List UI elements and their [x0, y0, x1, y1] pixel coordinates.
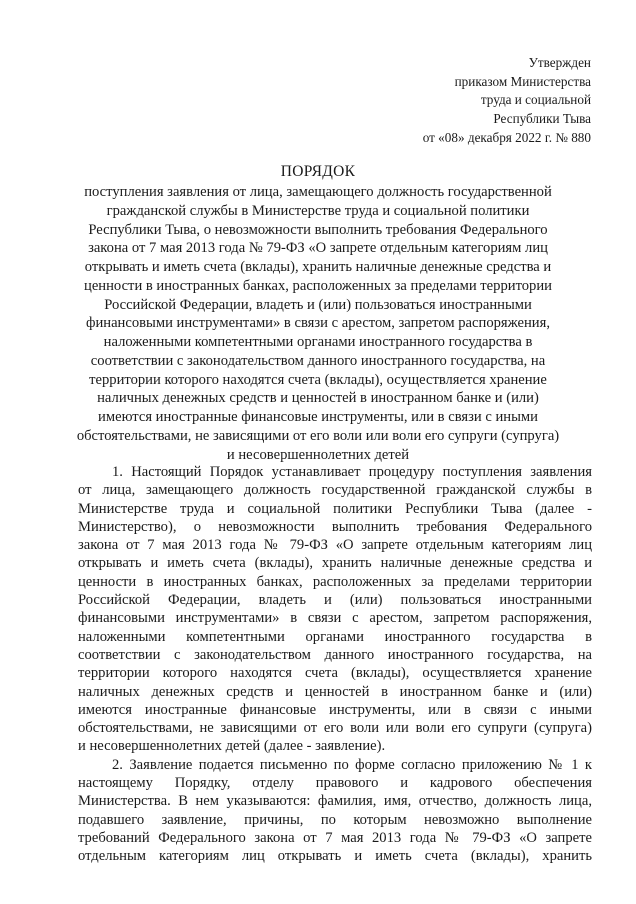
paragraph-line: имеются иностранные финансовые инструменты, или в связи с иными [78, 701, 592, 718]
page-bottom-edge [0, 896, 636, 904]
subtitle-line: территории которого находятся счета (вклады), осуществляется хранение [89, 371, 547, 388]
paragraph-line: и несовершеннолетних детей (далее - заявление). [78, 738, 386, 755]
paragraph-line: 1. Настоящий Порядок устанавливает процедуру поступления заявления [112, 464, 592, 480]
document-title: ПОРЯДОК [280, 163, 356, 180]
subtitle-line: поступления заявления от лица, замещающего должность государственной [84, 184, 552, 200]
paragraph-2 [78, 756, 592, 866]
subtitle-line: имеются иностранные финансовые инструменты, или в связи с иными [98, 409, 538, 425]
subtitle-line: ценности в иностранных банках, расположенных за пределами территории [84, 277, 552, 294]
paragraph-line: отдельным категориям лиц открывать и иметь счета (вклады), хранить [78, 848, 592, 865]
paragraph-line: Министерства. В нем указываются: фамилия, имя, отчество, должность лица, [78, 793, 592, 810]
subtitle-line: Республики Тыва, о невозможности выполнить требования Федерального [88, 221, 548, 238]
subtitle-line: и несовершеннолетних детей [226, 446, 410, 463]
subtitle-line: гражданской службы в Министерстве труда и социальной политики [106, 202, 530, 219]
subtitle-line: закона от 7 мая 2013 года № 79-ФЗ «О запрете отдельным категориям лиц [88, 240, 548, 257]
paragraph-line: настоящему Порядку, отделу правового и кадрового обеспечения [78, 775, 592, 792]
approval-line: Утвержден [528, 55, 591, 70]
paragraph-line: 2. Заявление подается письменно по форме согласно приложению № 1 к [112, 756, 592, 773]
paragraph-line: ценности в иностранных банках, расположенных за пределами территории [78, 573, 592, 590]
paragraph-line: закона от 7 мая 2013 года № 79-ФЗ «О запрете отдельным категориям лиц [78, 537, 592, 554]
paragraph-line: соответствии с законодательством данного иностранного государства, на [78, 646, 592, 663]
paragraph-line: Министерство), о невозможности выполнить требования Федерального [78, 518, 592, 535]
approval-line: Республики Тыва [493, 111, 591, 127]
paragraph-line: наличных денежных средств и ценностей в иностранном банке и (или) [78, 683, 592, 700]
paragraph-line: открывать и иметь счета (вклады), хранить наличные денежные средства и [78, 555, 592, 572]
subtitle-line: наличных денежных средств и ценностей в иностранном банке и (или) [97, 390, 539, 407]
subtitle-line: соответствии с законодательством данного иностранного государства, на [90, 352, 546, 369]
document-subtitle [40, 183, 596, 464]
paragraph-line: финансовыми инструментами» в связи с арестом, запретом распоряжения, [78, 610, 592, 627]
subtitle-line: Российской Федерации, владеть и (или) пользоваться иностранными [104, 296, 532, 313]
paragraph-line: от лица, замещающего должность государственной гражданской службы в [78, 482, 592, 499]
paragraph-1 [78, 463, 592, 756]
approval-line: от «08» декабря 2022 г. № 880 [422, 129, 591, 145]
paragraph-line: требований Федерального закона от 7 мая 2013 года № 79-ФЗ «О запрете [78, 829, 592, 846]
paragraph-line: Российской Федерации, владеть и (или) пользоваться иностранными [78, 592, 592, 609]
approval-line: приказом Министерства [454, 73, 591, 89]
paragraph-line: Министерстве труда и социальной политики Республики Тыва (далее - [78, 500, 592, 517]
subtitle-line: обстоятельствами, не зависящими от его воли или воли его супруги (супруга) [76, 427, 560, 444]
paragraph-line: обстоятельствами, не зависящими от его воли или воли его супруги (супруга) [78, 720, 592, 737]
paragraph-line: наложенными компетентными органами иностранного государства в [78, 628, 592, 645]
subtitle-line: открывать и иметь счета (вклады), хранить наличные денежные средства и [84, 259, 552, 275]
paragraph-line: территории которого находятся счета (вклады), осуществляется хранение [78, 665, 592, 682]
subtitle-line: финансовыми инструментами» в связи с арестом, запретом распоряжения, [86, 315, 550, 332]
paragraph-line: подавшего заявление, причины, по которым невозможно выполнение [78, 811, 592, 828]
approval-stamp [423, 54, 591, 148]
document-body [78, 463, 592, 866]
subtitle-line: наложенными компетентными органами иностранного государства в [103, 334, 533, 350]
approval-line: труда и социальной [480, 92, 591, 108]
